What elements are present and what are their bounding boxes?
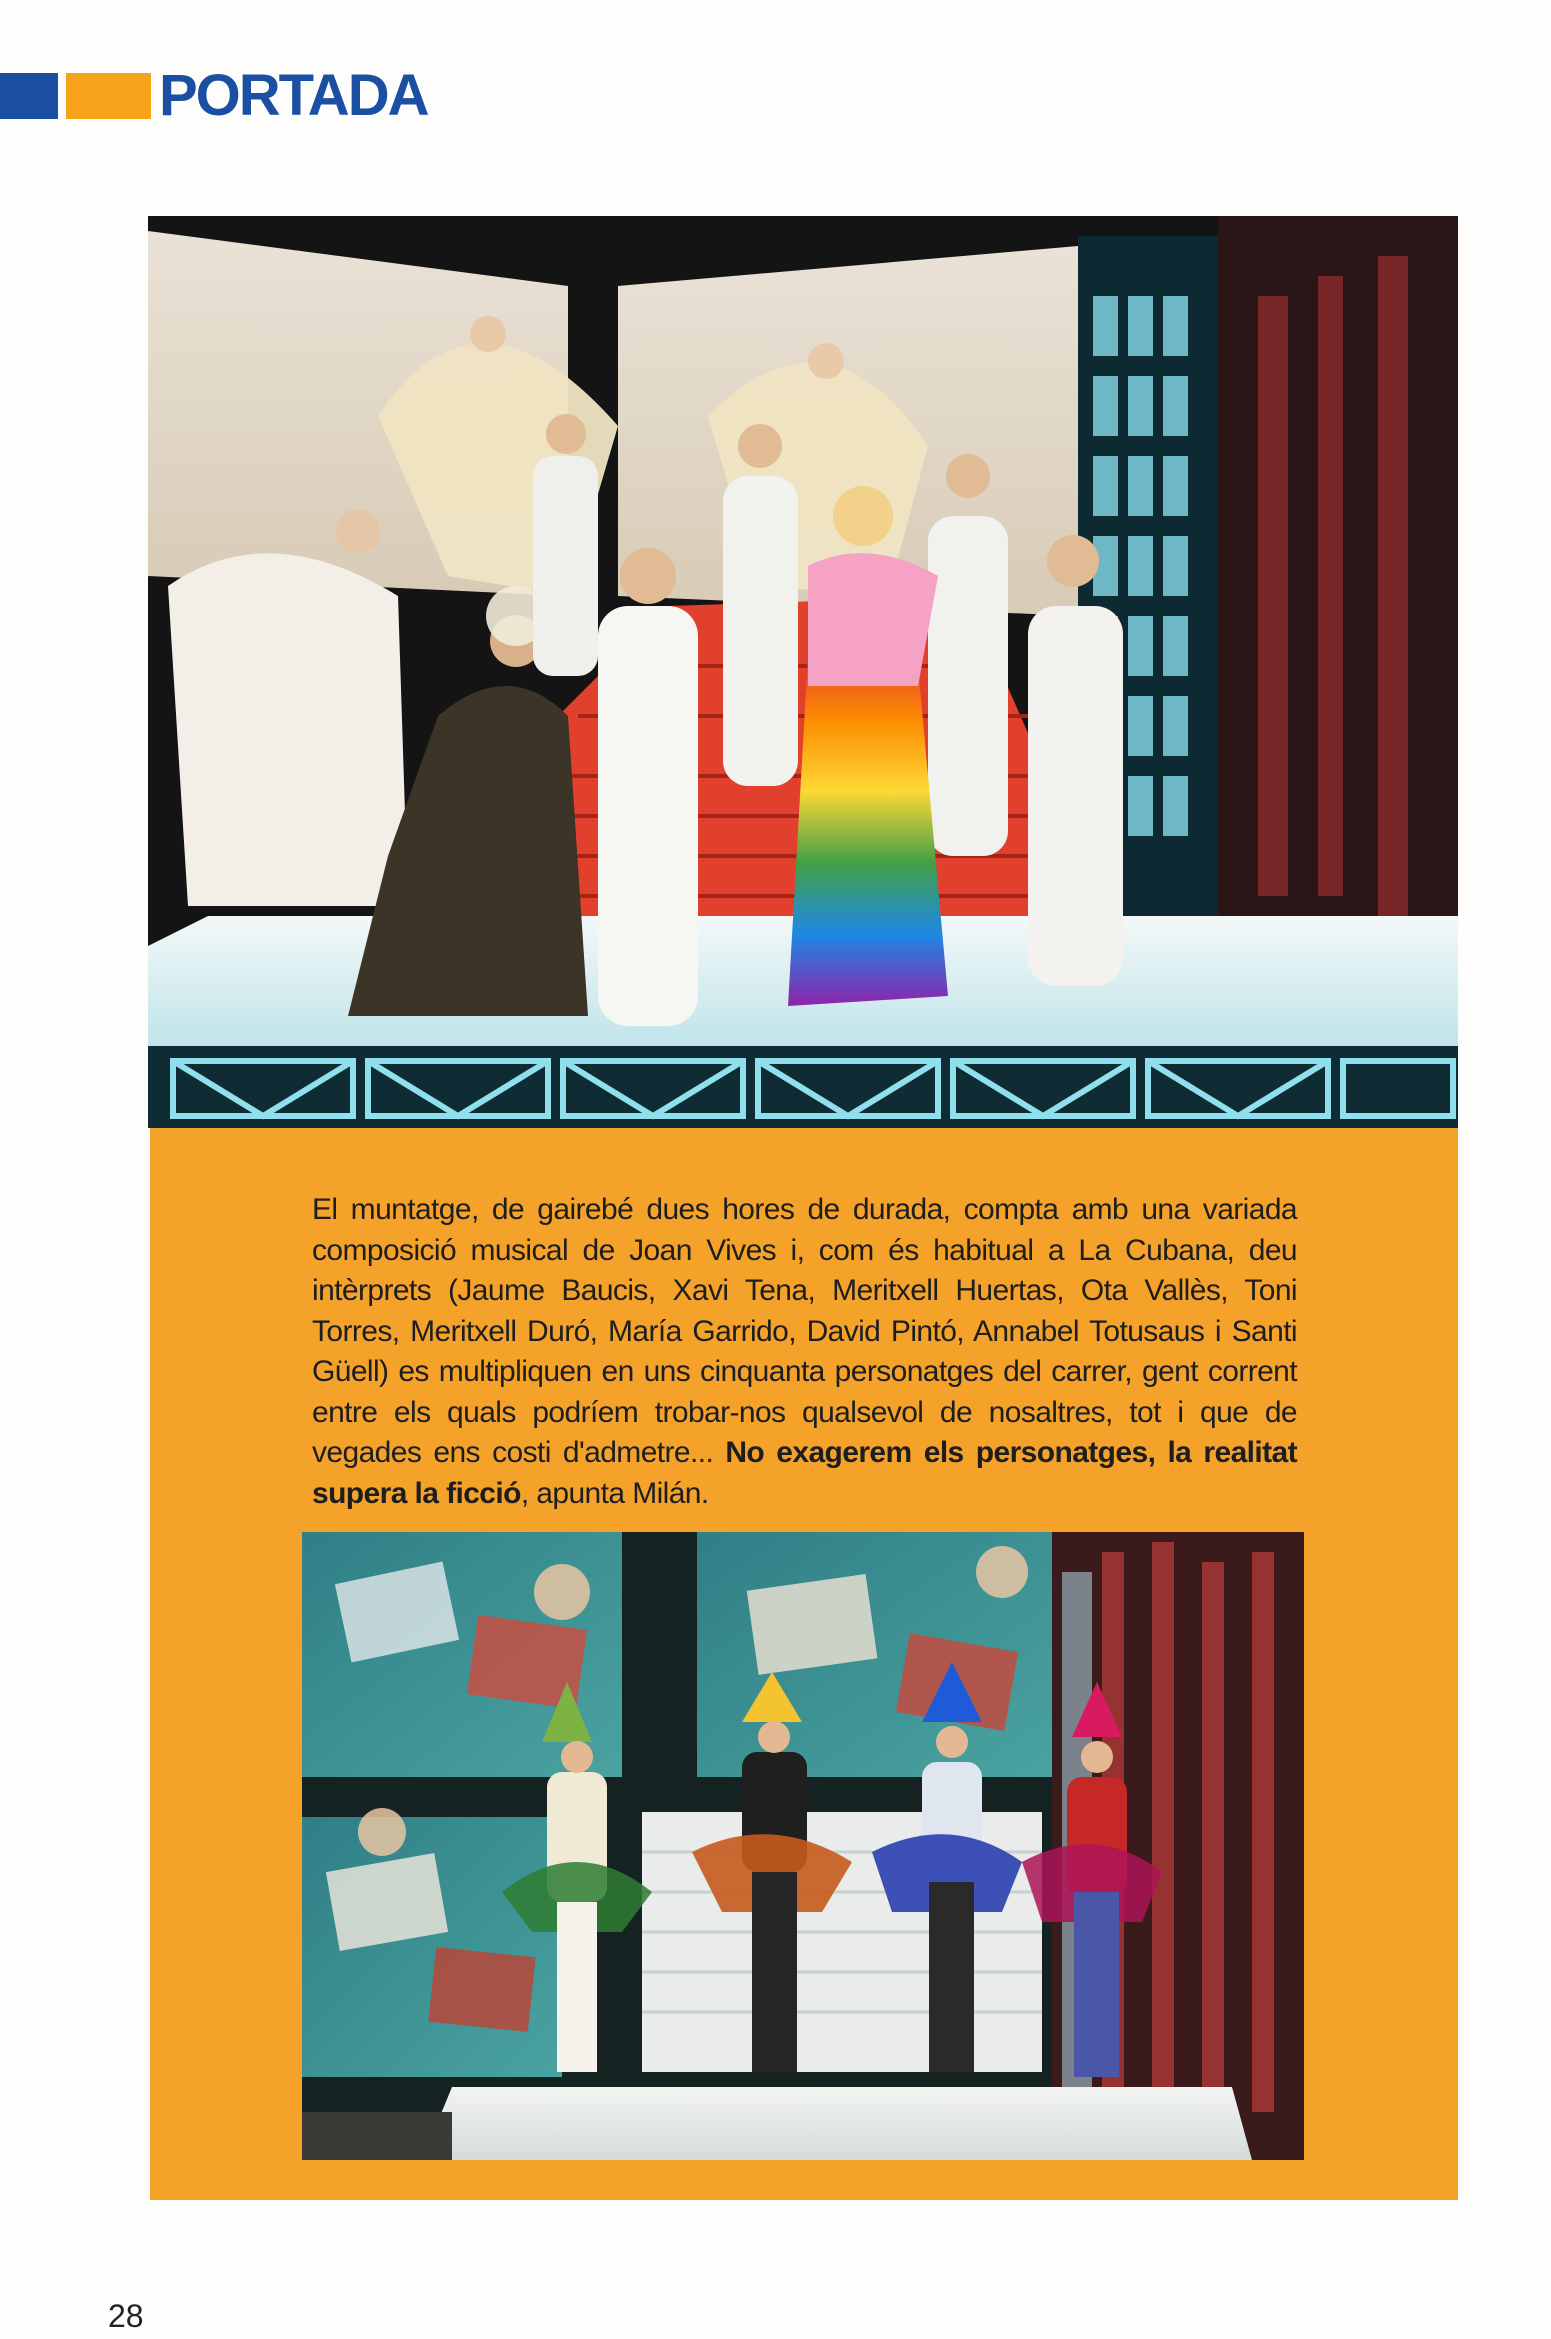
section-header [0, 63, 428, 128]
caption-paragraph [312, 1190, 1297, 1514]
header-blue-square [0, 73, 58, 119]
caption-quote-bold: No exagerem els personatges, la realitat supera la ficció [312, 1436, 1297, 1510]
caption-text-end: , apunta Milán. [520, 1476, 709, 1510]
section-title: PORTADA [159, 63, 428, 128]
header-orange-block [66, 73, 151, 119]
stage-photo-bottom [302, 1532, 1304, 2160]
stage-photo-top [148, 216, 1458, 1128]
page-number: 28 [108, 2298, 144, 2334]
caption-text: El muntatge, de gairebé dues hores de durada, compta amb una variada composició musical de Joan Vives i, com és habitual a La Cubana, deu intèrprets (Jaume Baucis, Xavi Tena, Meritxell Huertas, Ota Vallès, Toni Torres, Meritxell Duró, María Garrido, David Pintó, Annabel Totusaus i Santi Güell) es multipliquen en uns cinquanta personatges del carrer, gent corrent entre els quals podríem trobar-nos qualsevol de nosaltres, tot i que de vegades ens costi d'admetre... [312, 1193, 1297, 1469]
